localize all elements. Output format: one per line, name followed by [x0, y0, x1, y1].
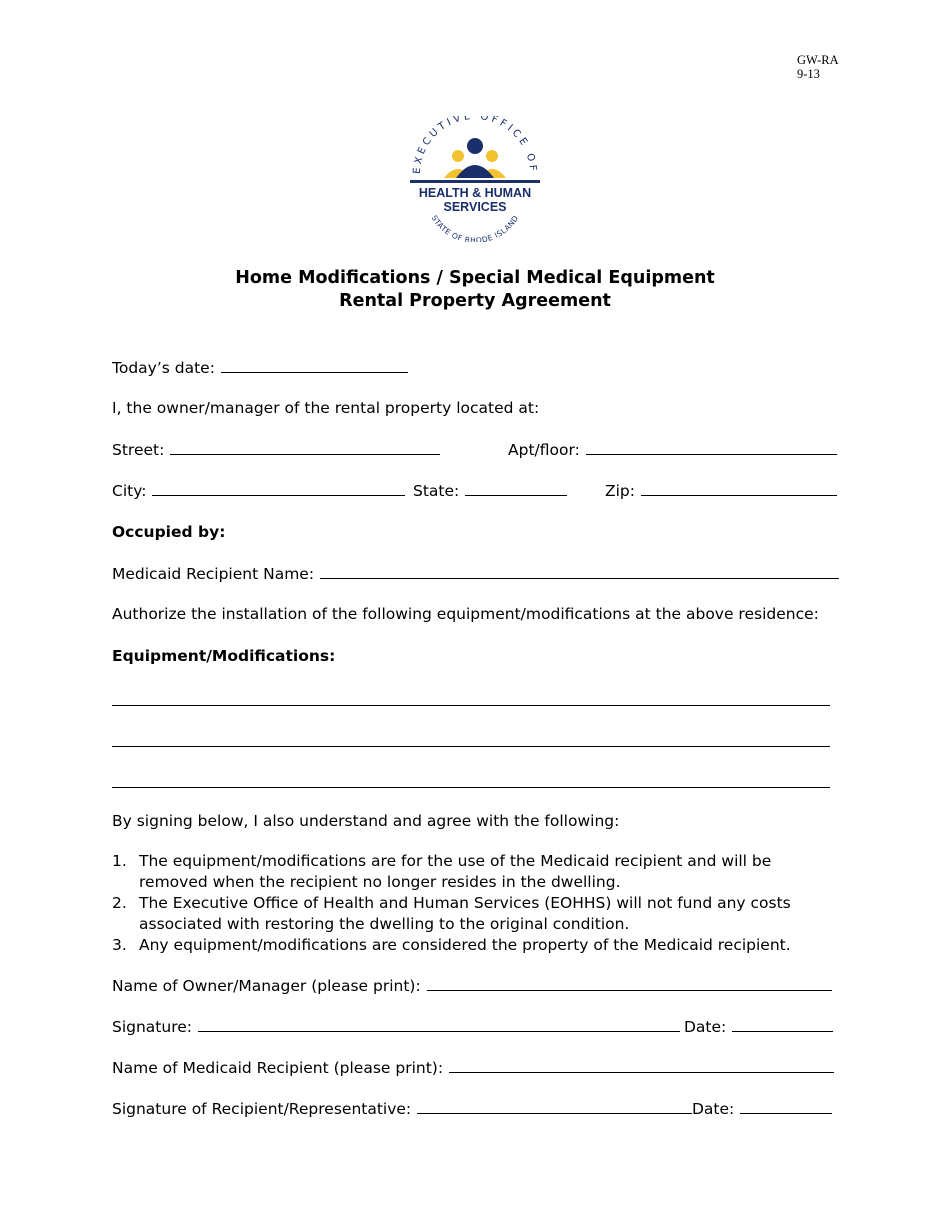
term-text: Any equipment/modifications are considered the property of the Medicaid recipient. — [139, 936, 791, 954]
intro-text: I, the owner/manager of the rental property located at: — [112, 399, 540, 417]
street-label-text: Street: — [112, 441, 165, 459]
equipment-heading: Equipment/Modifications: — [112, 647, 336, 665]
apt-floor-label-text: Apt/floor: — [508, 441, 580, 459]
recipient-signature-label: Signature of Recipient/Representative: — [112, 1100, 412, 1118]
term-number: 2. — [112, 894, 127, 912]
apt-floor-label — [508, 439, 837, 460]
signature-blank[interactable] — [198, 1016, 680, 1032]
todays-date-label: Today’s date: — [112, 359, 215, 377]
form-code-revision: 9-13 — [797, 67, 820, 81]
todays-date-blank[interactable] — [221, 357, 408, 373]
recipient-signature-row — [112, 1098, 692, 1119]
zip-blank[interactable] — [641, 480, 837, 496]
eohhs-logo-graphic — [406, 116, 544, 242]
logo-line2: SERVICES — [443, 200, 507, 214]
recipient-signature-blank[interactable] — [417, 1098, 692, 1114]
form-code — [797, 53, 839, 81]
recipient-print-row — [112, 1057, 834, 1078]
city-label-text: City: — [112, 482, 147, 500]
todays-date-row — [112, 357, 408, 378]
title-line1: Home Modifications / Special Medical Equipment — [235, 268, 715, 288]
city-blank[interactable] — [152, 480, 405, 496]
list-item — [112, 851, 842, 893]
logo-line1: HEALTH & HUMAN — [418, 186, 532, 200]
term-number: 3. — [112, 936, 127, 954]
signature-label: Signature: — [112, 1018, 192, 1036]
city-label — [112, 480, 405, 501]
zip-label — [605, 480, 837, 501]
term-text: The Executive Office of Health and Human Services (EOHHS) will not fund any costs associated with restoring the dwelling to the original condition. — [139, 894, 791, 933]
owner-name-label: Name of Owner/Manager (please print): — [112, 977, 421, 995]
recipient-print-label: Name of Medicaid Recipient (please print): — [112, 1059, 444, 1077]
form-code-id: GW-RA — [797, 53, 839, 67]
title-line2: Rental Property Agreement — [339, 291, 611, 311]
recipient-name-label: Medicaid Recipient Name: — [112, 565, 315, 583]
state-label — [413, 480, 567, 501]
recipient-print-blank[interactable] — [449, 1057, 834, 1073]
equipment-line-1[interactable] — [112, 705, 830, 706]
date1-label — [684, 1016, 833, 1037]
state-label-text: State: — [413, 482, 460, 500]
list-item — [112, 935, 842, 956]
svg-text:STATE OF RHODE ISLAND — [430, 214, 521, 242]
agree-intro-text: By signing below, I also understand and agree with the following: — [112, 812, 620, 830]
date2-label — [692, 1098, 832, 1119]
term-text: The equipment/modifications are for the use of the Medicaid recipient and will be removed when the recipient no longer resides in the dwelling. — [139, 852, 772, 891]
state-blank[interactable] — [465, 480, 567, 496]
equipment-line-3[interactable] — [112, 787, 830, 788]
date2-blank[interactable] — [740, 1098, 832, 1114]
date2-label-text: Date: — [692, 1100, 735, 1118]
document-title — [0, 267, 950, 313]
recipient-name-row — [112, 563, 839, 584]
street-blank[interactable] — [170, 439, 440, 455]
terms-list — [112, 851, 842, 956]
owner-name-blank[interactable] — [427, 975, 832, 991]
apt-floor-blank[interactable] — [586, 439, 837, 455]
signature-row — [112, 1016, 680, 1037]
logo-arc-bottom: STATE OF RHODE ISLAND — [429, 213, 521, 242]
zip-label-text: Zip: — [605, 482, 635, 500]
term-number: 1. — [112, 852, 127, 870]
street-label — [112, 439, 440, 460]
date1-label-text: Date: — [684, 1018, 727, 1036]
eohhs-logo — [406, 116, 544, 242]
date1-blank[interactable] — [732, 1016, 833, 1032]
list-item — [112, 893, 842, 935]
logo-arc-top: EXECUTIVE OFFICE OF — [411, 116, 539, 175]
recipient-name-blank[interactable] — [320, 563, 839, 579]
occupied-by-heading: Occupied by: — [112, 523, 226, 541]
equipment-line-2[interactable] — [112, 746, 830, 747]
owner-name-row — [112, 975, 832, 996]
authorize-text: Authorize the installation of the following equipment/modifications at the above residence: — [112, 605, 819, 623]
